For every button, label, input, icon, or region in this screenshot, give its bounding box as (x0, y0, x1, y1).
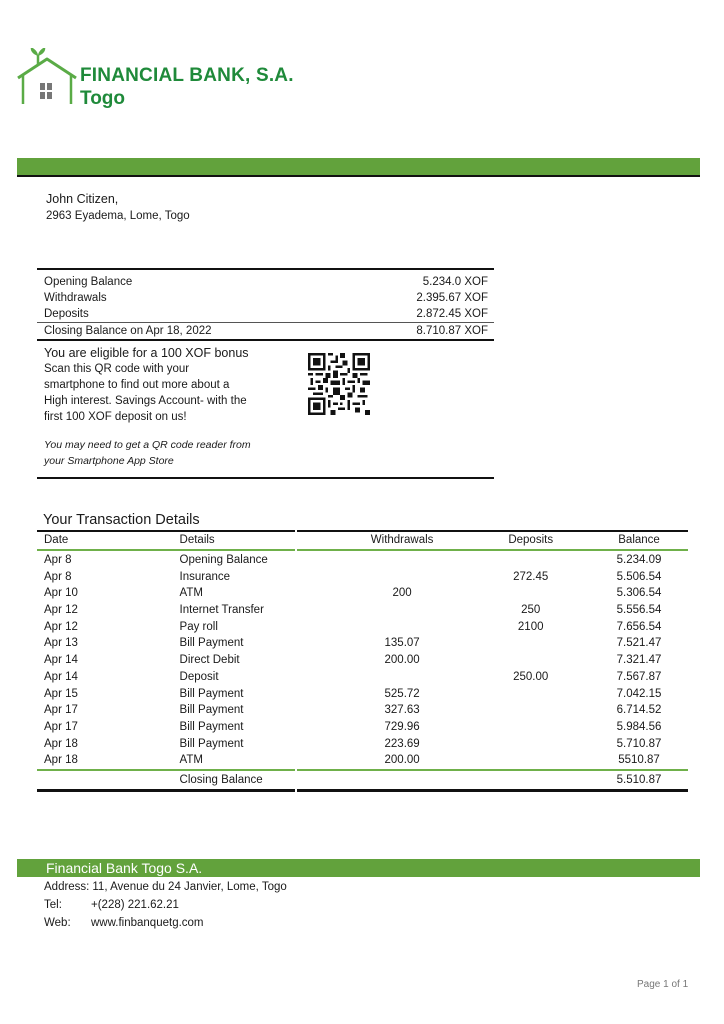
account-summary (37, 268, 494, 479)
cell-withdrawal (333, 569, 472, 586)
cell-date: Apr 8 (44, 570, 72, 583)
cell-date: Apr 8 (44, 554, 72, 566)
promo-line: first 100 XOF deposit on us! (44, 411, 187, 423)
customer-address: 2963 Eyadema, Lome, Togo (46, 210, 190, 222)
house-with-sprout-icon (14, 48, 80, 108)
customer-name: John Citizen, (46, 192, 119, 206)
cell-balance: 7.521.47 (616, 637, 662, 650)
bank-country: Togo (80, 88, 126, 109)
cell-balance: 5.234.09 (616, 554, 662, 566)
cell-date: Apr 10 (44, 587, 78, 600)
table-header (37, 532, 688, 549)
column-header-deposits: Deposits (508, 534, 554, 546)
cell-deposit (471, 635, 590, 652)
page-number: Page 1 of 1 (637, 979, 689, 990)
cell-deposit: 272.45 (513, 570, 549, 583)
cell-deposit (471, 585, 590, 602)
cell-balance: 5.506.54 (616, 570, 662, 583)
cell-balance: 7.321.47 (616, 654, 662, 667)
cell-balance: 5510.87 (618, 754, 660, 767)
divider (37, 477, 494, 479)
cell-date: Apr 12 (44, 604, 78, 617)
summary-value: 5.234.0 XOF (422, 276, 488, 288)
cell-balance: 7.042.15 (616, 687, 662, 700)
transactions-title: Your Transaction Details (43, 512, 200, 528)
header-bar (17, 158, 700, 175)
cell-date: Apr 12 (44, 620, 78, 633)
closing-label: Closing Balance (179, 773, 263, 786)
cell-deposit (471, 702, 590, 719)
summary-row-withdrawals (37, 290, 494, 306)
cell-withdrawal: 223.69 (384, 737, 420, 750)
cell-withdrawal (333, 552, 472, 569)
tel-label: Tel: (44, 899, 62, 911)
transactions-table (37, 530, 688, 792)
footer-title: Financial Bank Togo S.A. (46, 860, 203, 876)
footer-tel (44, 899, 179, 911)
transactions-body (37, 551, 688, 769)
table-row (37, 752, 688, 769)
cell-withdrawal: 525.72 (384, 687, 420, 700)
cell-deposit: 2100 (517, 620, 544, 633)
closing-balance-row (37, 771, 688, 789)
summary-label: Opening Balance (44, 276, 133, 288)
table-row (37, 552, 688, 569)
closing-balance: 5.510.87 (616, 773, 662, 786)
cell-withdrawal: 200.00 (384, 654, 420, 667)
cell-details: Insurance (179, 570, 231, 583)
cell-withdrawal: 729.96 (384, 720, 420, 733)
cell-withdrawal: 200 (392, 587, 412, 600)
promo-note-line: You may need to get a QR code reader from (44, 439, 251, 451)
cell-deposit (471, 719, 590, 736)
cell-balance: 7.567.87 (616, 670, 662, 683)
cell-balance: 5.556.54 (616, 604, 662, 617)
header-divider (17, 175, 700, 177)
footer-web (44, 917, 204, 929)
promo-line: High interest. Savings Account- with the (44, 395, 247, 407)
cell-deposit: 250 (521, 604, 541, 617)
summary-row-deposits (37, 306, 494, 322)
promo-line: smartphone to find out more about a (44, 379, 230, 391)
web-label: Web: (44, 917, 71, 929)
summary-value: 2.872.45 XOF (416, 308, 488, 320)
cell-withdrawal: 200.00 (384, 754, 420, 767)
cell-withdrawal (333, 619, 472, 636)
tel-value: +(228) 221.62.21 (91, 899, 179, 911)
cell-balance: 7.656.54 (616, 620, 662, 633)
cell-withdrawal: 135.07 (384, 637, 420, 650)
table-row (37, 602, 688, 619)
address-value: 11, Avenue du 24 Janvier, Lome, Togo (92, 881, 287, 893)
bank-name: FINANCIAL BANK, S.A. (80, 65, 294, 86)
cell-deposit: 250.00 (513, 670, 549, 683)
divider (37, 769, 688, 771)
divider (37, 268, 494, 270)
cell-date: Apr 17 (44, 704, 78, 717)
table-row (37, 702, 688, 719)
cell-details: Internet Transfer (179, 604, 264, 617)
table-row (37, 569, 688, 586)
cell-deposit (471, 752, 590, 769)
table-row (37, 635, 688, 652)
promo-note (44, 437, 294, 469)
promo-title: You are eligible for a 100 XOF bonus (44, 346, 249, 360)
cell-deposit (471, 686, 590, 703)
cell-balance: 5.984.56 (616, 720, 662, 733)
cell-details: Bill Payment (179, 720, 244, 733)
cell-details: Bill Payment (179, 637, 244, 650)
summary-label: Closing Balance on Apr 18, 2022 (44, 325, 212, 337)
cell-balance: 6.714.52 (616, 704, 662, 717)
cell-date: Apr 13 (44, 637, 78, 650)
cell-details: Bill Payment (179, 737, 244, 750)
summary-value: 2.395.67 XOF (416, 292, 488, 304)
promo-line: Scan this QR code with your (44, 363, 190, 375)
cell-details: Bill Payment (179, 687, 244, 700)
cell-details: Pay roll (179, 620, 218, 633)
cell-details: Direct Debit (179, 654, 240, 667)
summary-label: Withdrawals (44, 292, 107, 304)
promo-note-line: your Smartphone App Store (44, 455, 174, 467)
cell-details: ATM (179, 754, 203, 767)
cell-deposit (471, 736, 590, 753)
cell-details: ATM (179, 587, 203, 600)
cell-date: Apr 18 (44, 737, 78, 750)
column-header-withdrawals: Withdrawals (370, 534, 434, 546)
divider (37, 549, 688, 551)
cell-details: Deposit (179, 670, 219, 683)
cell-balance: 5.710.87 (616, 737, 662, 750)
cell-deposit (471, 552, 590, 569)
table-row (37, 719, 688, 736)
summary-row-opening (37, 274, 494, 290)
qr-code-icon[interactable] (308, 353, 370, 415)
table-row (37, 686, 688, 703)
table-row (37, 736, 688, 753)
divider (37, 789, 688, 792)
cell-date: Apr 17 (44, 720, 78, 733)
cell-date: Apr 14 (44, 654, 78, 667)
summary-label: Deposits (44, 308, 89, 320)
web-link[interactable]: www.finbanquetg.com (91, 917, 204, 929)
cell-withdrawal: 327.63 (384, 704, 420, 717)
summary-row-closing (37, 323, 494, 339)
column-header-details: Details (179, 534, 215, 546)
footer-address (44, 881, 287, 893)
cell-withdrawal (333, 602, 472, 619)
cell-date: Apr 18 (44, 754, 78, 767)
table-row (37, 619, 688, 636)
address-label: Address: (44, 881, 90, 893)
cell-date: Apr 14 (44, 670, 78, 683)
divider (37, 530, 688, 532)
column-header-balance: Balance (618, 534, 660, 546)
table-row (37, 652, 688, 669)
cell-withdrawal (333, 669, 472, 686)
cell-deposit (471, 652, 590, 669)
cell-date: Apr 15 (44, 687, 78, 700)
cell-balance: 5.306.54 (616, 587, 662, 600)
promo-section (37, 341, 494, 477)
column-header-date: Date (44, 534, 69, 546)
table-row (37, 585, 688, 602)
table-row (37, 669, 688, 686)
cell-details: Bill Payment (179, 704, 244, 717)
summary-value: 8.710.87 XOF (416, 325, 488, 337)
cell-details: Opening Balance (179, 554, 268, 566)
